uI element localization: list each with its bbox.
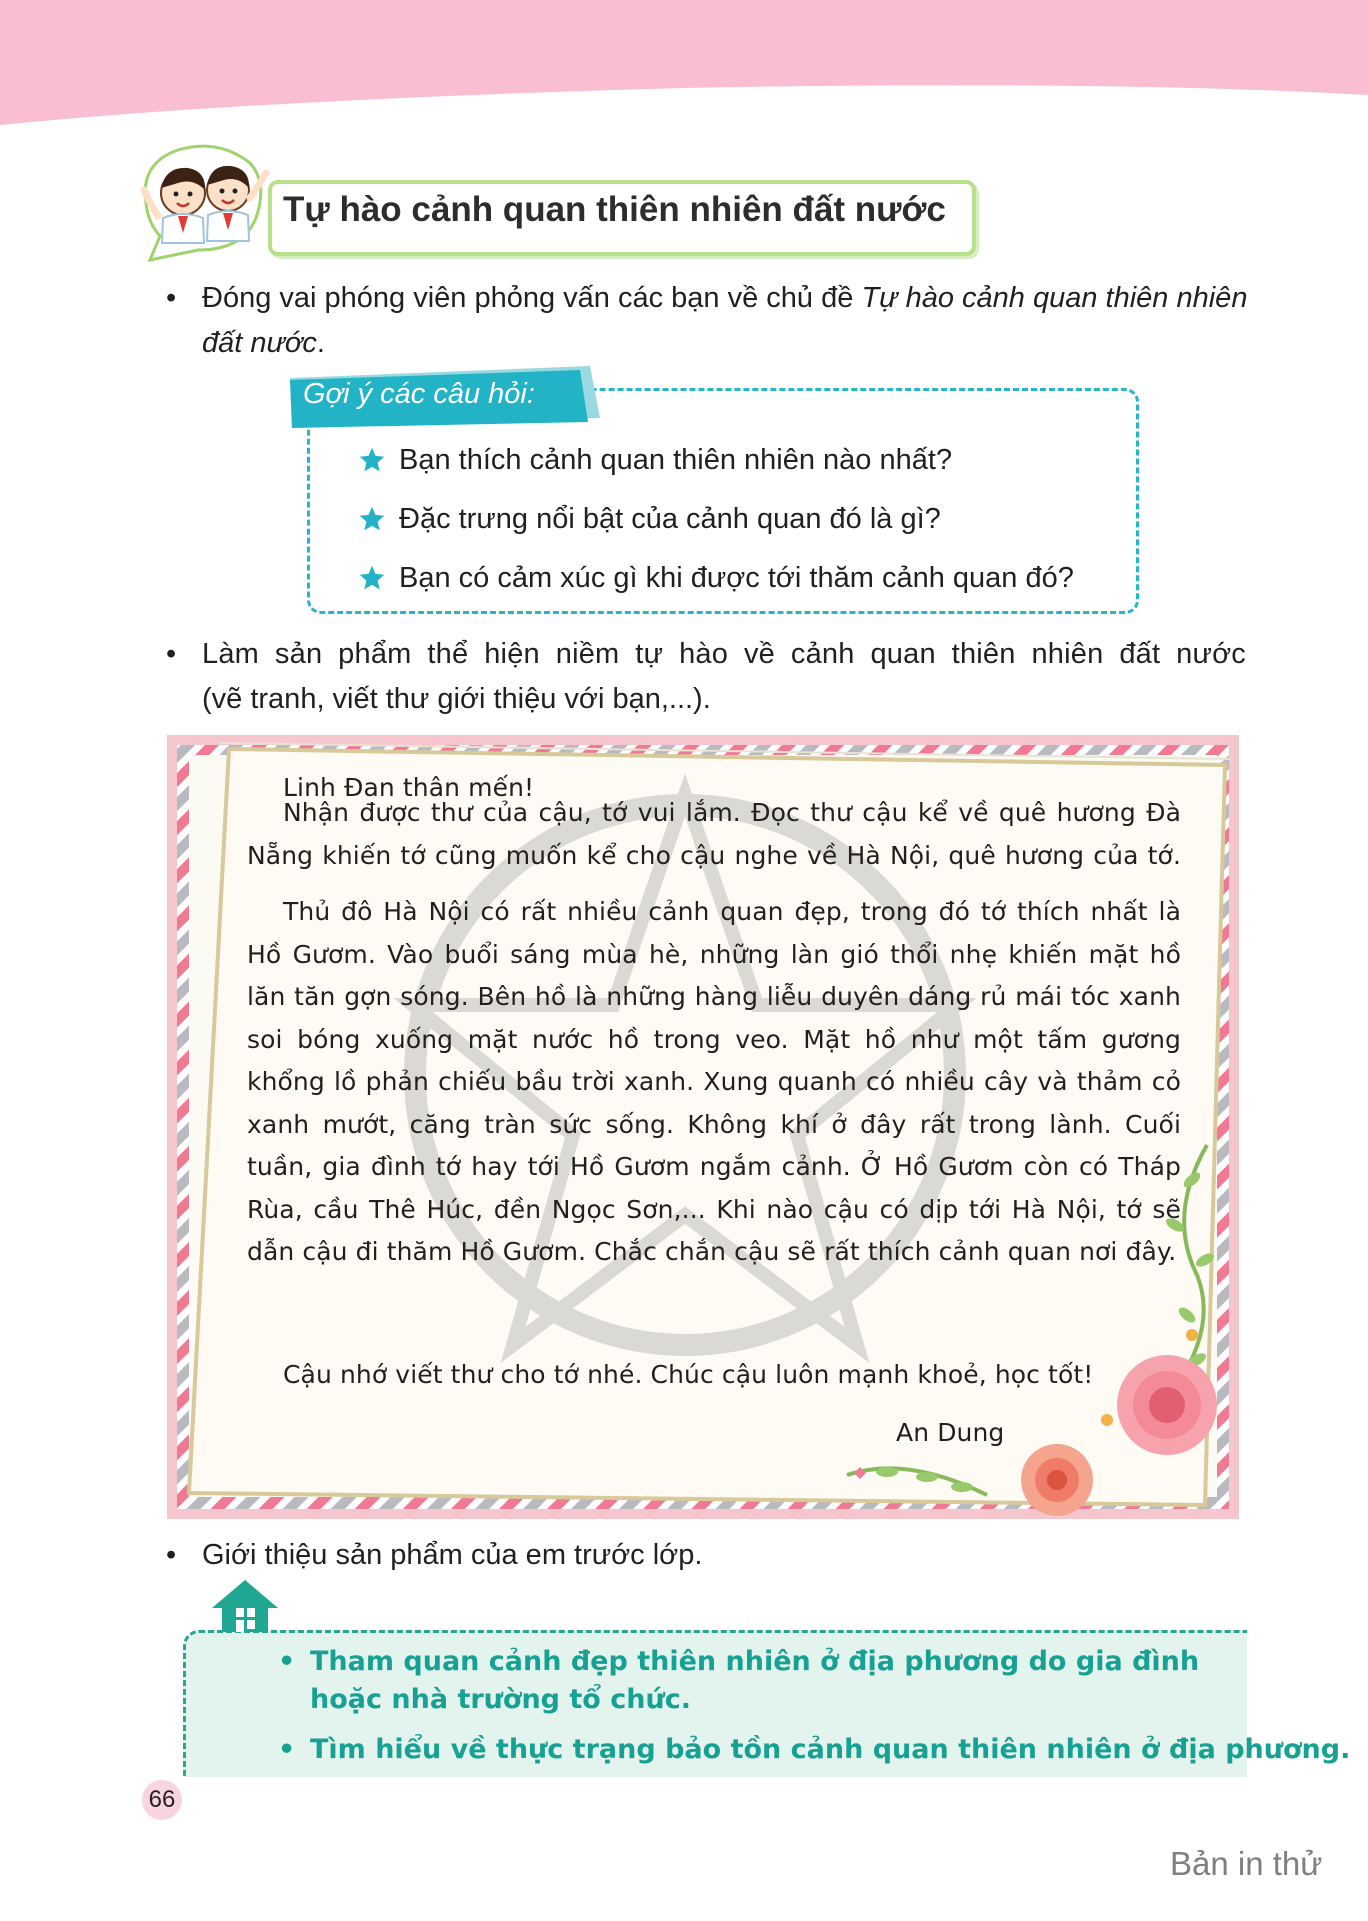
bullet-dot-icon: •	[278, 1646, 296, 1677]
hint-question-text: Bạn có cảm xúc gì khi được tới thăm cảnh quan đó?	[399, 562, 1074, 594]
house-icon	[210, 1578, 280, 1632]
activity-interview-text: Đóng vai phóng viên phỏng vấn các bạn về chủ đề	[202, 282, 862, 314]
draft-print-mark: Bản in thử	[1170, 1845, 1323, 1882]
students-illustration-icon	[138, 138, 273, 263]
activity-product-line1: Làm sản phẩm thể hiện niềm tự hào về cảnh quan thiên nhiên đất nước	[202, 638, 1246, 670]
letter-closing: Cậu nhớ viết thư cho tớ nhé. Chúc cậu luôn mạnh khoẻ, học tốt!	[283, 1360, 1094, 1389]
hint-question-text: Đặc trưng nổi bật của cảnh quan đó là gì?	[399, 503, 941, 535]
activity-interview-topic: Tự hào cảnh quan thiên nhiên đất nước	[202, 282, 1248, 359]
bullet-dot-icon: •	[278, 1734, 296, 1765]
hint-question-text: Bạn thích cảnh quan thiên nhiên nào nhất?	[399, 444, 953, 476]
activity-interview-end: .	[316, 327, 325, 359]
star-icon	[358, 446, 386, 474]
section-header	[138, 138, 980, 263]
bullet-dot-icon: •	[166, 1539, 177, 1571]
home-activity-text: Tìm hiểu về thực trạng bảo tồn cảnh quan thiên nhiên ở địa phương.	[310, 1734, 1351, 1765]
page-number: 66	[142, 1780, 182, 1820]
letter-paragraph-2: Thủ đô Hà Nội có rất nhiều cảnh quan đẹp, trong đó tớ thích nhất là Hồ Gươm. Vào buổi sáng mùa hè, những làn gió thổi nhẹ khiến mặt hồ lăn tăn gợn sóng. Bên hồ là những hàng liễu duyên dáng rủ mái tóc xanh soi bóng xuống mặt nước hồ trong veo. Mặt hồ như một tấm gương khổng lồ phản chiếu bầu trời xanh. Xung quanh có nhiều cây và thảm cỏ xanh mướt, căng tràn sức sống. Không khí ở đây rất trong lành. Cuối tuần, gia đình tớ hay tới Hồ Gươm ngắm cảnh. Ở Hồ Gươm còn có Tháp Rùa, cầu Thê Húc, đền Ngọc Sơn,... Khi nào cậu có dịp tới Hà Nội, tớ sẽ dẫn cậu đi thăm Hồ Gươm. Chắc chắn cậu sẽ rất thích cảnh quan nơi đây.	[247, 897, 1181, 1266]
section-title: Tự hào cảnh quan thiên nhiên đất nước	[283, 190, 946, 229]
letter-greeting: Linh Đan thân mến!	[283, 773, 535, 802]
star-icon	[358, 564, 386, 592]
home-activity-item	[278, 1731, 1351, 1769]
letter-signature: An Dung	[896, 1418, 1005, 1447]
home-activity-item	[278, 1643, 1220, 1719]
bullet-dot-icon: •	[166, 282, 177, 314]
hint-label: Gợi ý các câu hỏi:	[303, 378, 535, 410]
home-activity-text: Tham quan cảnh đẹp thiên nhiên ở địa phương do gia đình hoặc nhà trường tổ chức.	[310, 1646, 1200, 1715]
activity-product	[166, 632, 1246, 722]
top-decorative-band	[0, 0, 1368, 125]
letter-body	[247, 792, 1181, 1274]
letter-paragraph-1: Nhận được thư của cậu, tớ vui lắm. Đọc thư cậu kể về quê hương Đà Nẵng khiến tớ cũng muốn kể cho cậu nghe về Hà Nội, quê hương của tớ.	[247, 798, 1181, 870]
activity-interview	[166, 276, 1252, 366]
star-icon	[358, 505, 386, 533]
activity-present	[166, 1533, 1202, 1578]
activity-present-text: Giới thiệu sản phẩm của em trước lớp.	[202, 1539, 703, 1571]
bullet-dot-icon: •	[166, 638, 177, 670]
activity-product-line2: (vẽ tranh, viết thư giới thiệu với bạn,...).	[202, 683, 711, 715]
